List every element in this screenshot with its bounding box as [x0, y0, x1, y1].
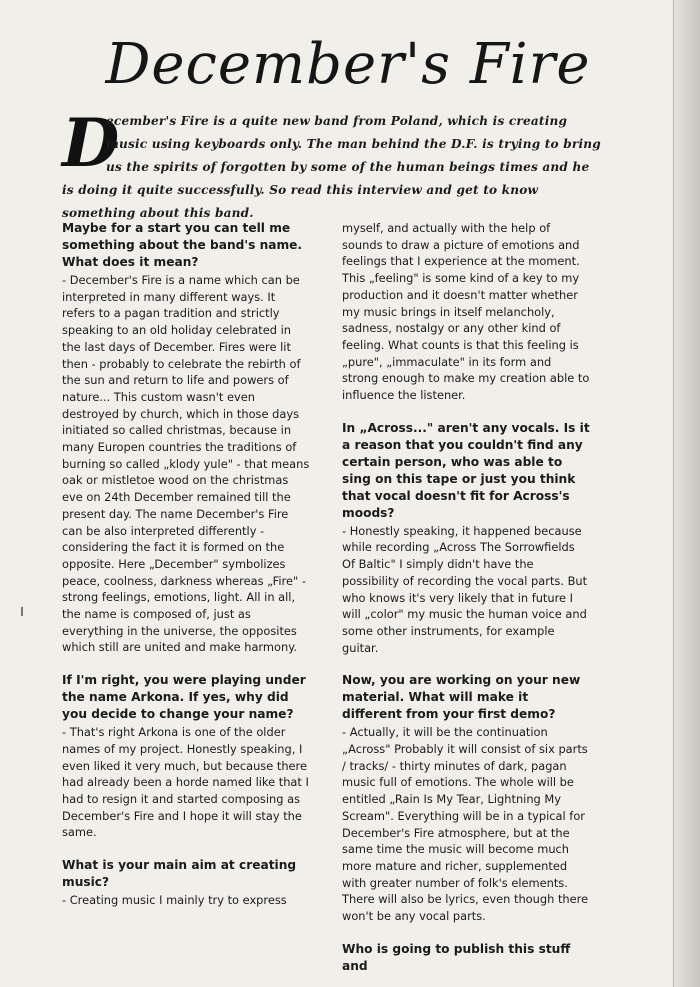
- intro-paragraph: [62, 104, 602, 220]
- drop-cap: D: [62, 104, 120, 182]
- answer: - That's right Arkona is one of the older names of my project. Honestly speaking, I even liked it very much, but because there had already been a horde named like that I had to resign it and started composing as December's Fire and I hope it will stay the same.: [62, 725, 309, 840]
- page-edge: [673, 0, 700, 987]
- left-column: [62, 220, 310, 925]
- page-title: December's Fire: [105, 32, 591, 97]
- answer: - Creating music I mainly try to express: [62, 893, 287, 908]
- answer: - Honestly speaking, it happened because while recording „Across The Sorrowfields Of Baltic" I simply didn't have the possibility of recording the vocal parts. But who knows it's very likely that in future I will „color" my music the human voice and some other instruments, for example guitar.: [342, 523, 588, 655]
- question: Maybe for a start you can tell me something about the band's name. What does it mean?: [62, 221, 303, 269]
- intro-text: ecember's Fire is a quite new band from Poland, which is creating music using keyboards only. The man behind the D.F. is trying to bring us the spirits of forgotten by some of the human beings times and he is doing it quite successfully. So read this interview and get to know something about this band.: [62, 114, 601, 220]
- question: In „Across..." aren't any vocals. Is it a reason that you couldn't find any certain person, who was able to sing on this tape or just you think that vocal doesn't fit for Across's moods?: [342, 420, 590, 520]
- right-column: [342, 220, 590, 976]
- answer: myself, and actually with the help of sounds to draw a picture of emotions and feelings that I experience at the moment. This „feeling" is some kind of a key to my production and it doesn't matter whether my music brings in itself melancholy, sadness, nostalgy or any other kind of feeling. What counts is that this feeling is „pure", „immaculate" in its form and strong enough to make my creation able to influence the listener.: [342, 221, 590, 403]
- question: If I'm right, you were playing under the name Arkona. If yes, why did you decide to change your name?: [62, 673, 306, 722]
- margin-pen-mark: [21, 607, 23, 616]
- question: What is your main aim at creating music?: [62, 858, 297, 890]
- answer: - Actually, it will be the continuation „Across" Probably it will consist of six parts / tracks/ - thirty minutes of dark, pagan music full of emotions. The whole will be entitled „Rain Is My Tear, Lightning My Scream". Everything will be in a typical for December's Fire atmosphere, but at the same time the music will become much more mature and richer, supplemented with greater number of folk's elements. There will also be lyrics, even though there won't be any vocal parts.: [342, 725, 589, 924]
- question: Who is going to publish this stuff and: [342, 941, 571, 973]
- question: Now, you are working on your new material. What will make it different from your first demo?: [342, 673, 581, 722]
- answer: - December's Fire is a name which can be interpreted in many different ways. It refers to a pagan tradition and strictly speaking to an old holiday celebrated in the last days of December. Fires were lit then - probably to celebrate the rebirth of the sun and return to life and powers of nature... This custom wasn't even destroyed by church, which in those days initiated so called christmas, because in many Europen countries the traditions of burning so called „klody yule" - that means oak or mistletoe wood on the christmas eve on 24th December remained till the present day. The name December's Fire can be also interpreted differently - considering the fact it is formed on the opposite. Here „December" symbolizes peace, coolness, darkness whereas „Fire" - strong feelings, emotions, light. All in all, the name is composed of, just as everything in the universe, the opposites which still are united and make harmony.: [62, 273, 310, 655]
